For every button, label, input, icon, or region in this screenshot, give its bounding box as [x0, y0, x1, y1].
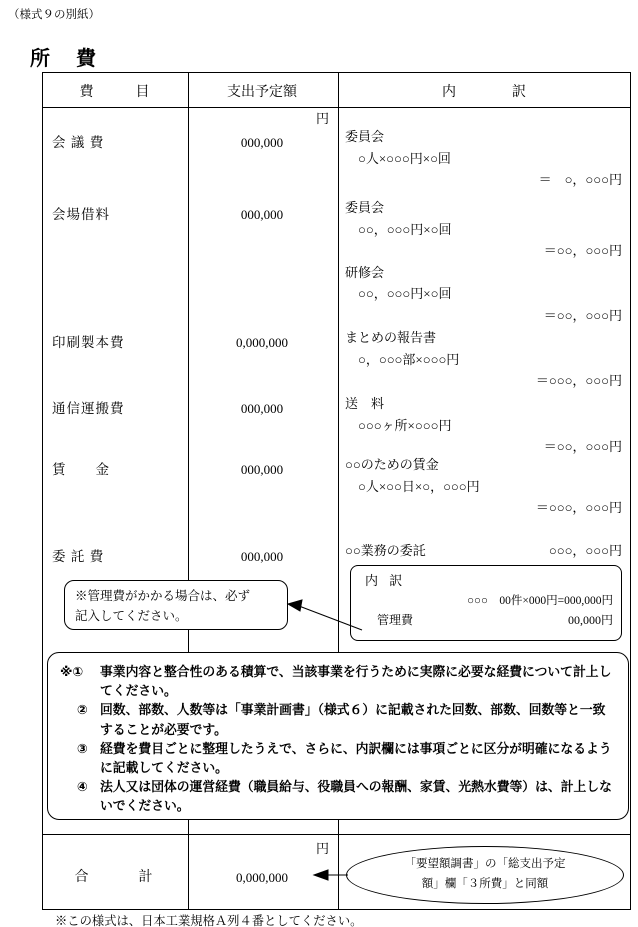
admin-fee-label: 管理費	[377, 613, 414, 627]
note-marker: ④	[77, 779, 88, 795]
row-item-meeting: 会 議 費	[52, 135, 105, 150]
admin-fee-amount: 00,000円	[567, 613, 613, 627]
col-header-amount: 支出予定額	[227, 85, 297, 100]
row-item-wages: 賃 金	[52, 462, 110, 477]
breakdown-line: 委員会	[345, 200, 385, 215]
form-reference-note: （様式９の別紙）	[8, 9, 100, 21]
note-marker: ※①	[60, 664, 84, 679]
breakdown-line: ○○，○○○円×○回	[345, 286, 452, 301]
breakdown-line: まとめの報告書	[345, 330, 437, 345]
note-item-2	[60, 700, 618, 738]
breakdown-line: ○○業務の委託	[345, 543, 426, 558]
currency-label: 円	[315, 111, 329, 126]
detail-box-label: 内 訳	[365, 573, 407, 588]
note-text: 法人又は団体の運営経費（職員給与、役職員への報酬、家賃、光熱水費等）は、計上しないでください。	[100, 779, 612, 814]
row-amount-consignment: 000,000	[240, 549, 284, 564]
table-header-separator	[43, 107, 630, 108]
breakdown-line: 送 料	[345, 396, 385, 411]
note-text: 経費を費目ごとに整理したうえで、さらに、内訳欄には事項ごとに区分が明確になるように記載してください。	[100, 740, 612, 775]
note-item-3	[60, 739, 618, 777]
row-item-venue: 会場借料	[52, 207, 110, 222]
breakdown-line: ○人×○○日×○，○○○円	[345, 478, 480, 494]
detail-line-items: ○○○ 00件×000円=000,000円	[467, 595, 613, 607]
row-item-transport: 通信運搬費	[52, 401, 125, 416]
total-currency-label: 円	[315, 841, 329, 856]
breakdown-line: 研修会	[345, 264, 385, 280]
breakdown-line: ○，○○○部×○○○円	[345, 351, 460, 367]
row-breakdown-consignment	[345, 540, 622, 562]
page-title: 所 費	[30, 48, 99, 70]
admin-callout-line1: ※管理費がかかる場合は、必ず	[75, 589, 251, 603]
note-item-1	[60, 662, 618, 700]
row-amount-meeting: 000,000	[240, 135, 284, 150]
note-text: 回数、部数、人数等は「事業計画書」（様式６）に記載された回数、部数、回数等と一致することが必要です。	[100, 702, 606, 737]
note-marker: ②	[77, 702, 88, 718]
note-marker: ③	[77, 740, 88, 756]
oval-callout-line2: 額」欄「３所費」と同額	[421, 878, 549, 890]
breakdown-line: ＝○○○，○○○円	[535, 373, 622, 388]
note-item-4	[60, 777, 618, 815]
admin-callout-line2: 記入してください。	[75, 609, 188, 623]
breakdown-line: ＝○○，○○○円	[543, 243, 622, 258]
table-total-separator	[43, 834, 630, 835]
breakdown-line: 委員会	[345, 129, 385, 144]
row-amount-transport: 000,000	[240, 401, 284, 416]
breakdown-line: ＝○○○，○○○円	[535, 500, 622, 515]
breakdown-line: ○○，○○○円×○回	[345, 221, 452, 237]
row-item-printing: 印刷製本費	[52, 335, 125, 350]
breakdown-line: ○○のための賃金	[345, 457, 439, 472]
breakdown-line: ＝ ○，○○○円	[538, 172, 622, 187]
row-amount-venue: 000,000	[240, 207, 284, 222]
paper-size-note: ※この様式は、日本工業規格Ａ列４番としてください。	[55, 914, 363, 927]
breakdown-line: ○人×○○○円×○回	[345, 150, 451, 166]
consignment-detail-box	[350, 565, 622, 641]
col-header-item: 費 目	[79, 85, 150, 100]
row-breakdown-transport	[345, 393, 622, 458]
breakdown-line: ○○○ヶ所×○○○円	[345, 417, 452, 433]
oval-callout-line1: 「要望額調書」の「総支出予定	[404, 858, 566, 871]
note-text: 事業内容と整合性のある積算で、当該事業を行うために実際に必要な経費について計上してください。	[100, 664, 612, 699]
total-amount: 0,000,000	[236, 870, 288, 885]
col-header-breakdown: 内 訳	[442, 85, 526, 100]
breakdown-amount: ○○○，○○○円	[548, 543, 622, 558]
breakdown-line: ＝○○，○○○円	[543, 307, 622, 323]
total-label: 合 計	[74, 870, 155, 885]
row-amount-printing: 0,000,000	[236, 335, 288, 350]
row-item-consignment: 委 託 費	[52, 549, 105, 564]
row-breakdown-printing	[345, 327, 622, 392]
row-amount-wages: 000,000	[240, 462, 284, 477]
instruction-notes-box	[47, 652, 629, 820]
total-reference-callout	[346, 846, 624, 904]
breakdown-line: ＝○○，○○○円	[543, 439, 622, 454]
admin-fee-callout	[64, 580, 288, 630]
row-breakdown-venue	[345, 197, 622, 326]
row-breakdown-wages	[345, 454, 622, 519]
row-breakdown-meeting	[345, 126, 622, 191]
